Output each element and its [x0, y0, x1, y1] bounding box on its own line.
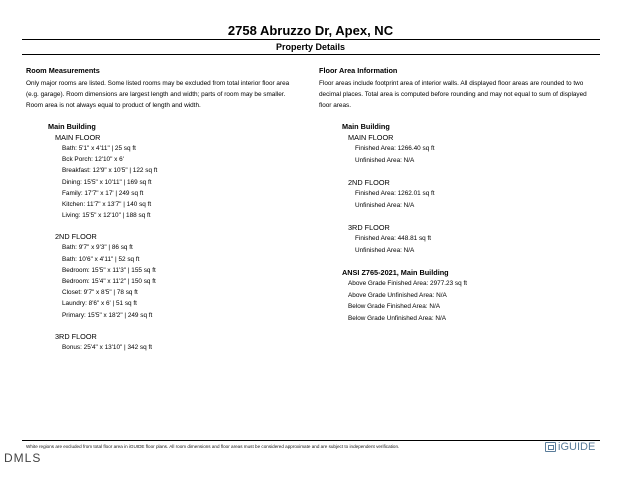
- room-item: Bath: 9'7" x 9'3" | 86 sq ft: [62, 244, 133, 252]
- unfinished-area: Unfinished Area: N/A: [355, 202, 415, 209]
- iguide-logo-icon: [545, 442, 556, 452]
- note-line: Only major rooms are listed. Some listed rooms may be excluded from total interior floor area: [26, 80, 290, 87]
- ansi-item: Above Grade Unfinished Area: N/A: [348, 291, 447, 299]
- subtitle-rule: [22, 54, 600, 55]
- ansi-item: Below Grade Finished Area: N/A: [348, 303, 440, 310]
- floor-heading-3rd: 3RD FLOOR: [55, 331, 97, 341]
- ansi-item: Above Grade Finished Area: 2977.23 sq ft: [348, 280, 468, 287]
- footer-disclaimer: White regions are excluded from total floor area in iGUIDE floor plans. All room dimensions and floor areas must be considered approximate and are subject to independent verification.: [26, 444, 400, 449]
- room-measurements-heading: Room Measurements: [26, 66, 100, 75]
- ansi-item: Below Grade Unfinished Area: N/A: [348, 314, 447, 322]
- room-item: Bath: 5'1" x 4'11" | 25 sq ft: [62, 145, 136, 152]
- room-item: Bck Porch: 12'10" x 6': [62, 156, 124, 164]
- finished-area: Finished Area: 448.81 sq ft: [355, 235, 432, 242]
- note-line: (e.g. garage). Room dimensions are largest length and width; parts of room may be smaller.: [26, 91, 286, 98]
- room-item: Bedroom: 15'4" x 11'2" | 150 sq ft: [62, 278, 156, 286]
- floor-heading-main: MAIN FLOOR: [55, 133, 101, 142]
- note-line: Room area is not always equal to product of length and width.: [26, 102, 201, 109]
- iguide-logo-text: iGUIDE: [558, 441, 596, 453]
- page-subtitle: Property Details: [275, 42, 346, 52]
- note-line: decimal places. Total area is computed before rounding and may not equal to sum of displayed: [319, 91, 587, 98]
- finished-area: Finished Area: 1266.40 sq ft: [355, 145, 435, 152]
- room-item: Dining: 15'5" x 10'11" | 169 sq ft: [62, 178, 152, 186]
- room-item: Living: 15'5" x 12'10" | 188 sq ft: [62, 212, 151, 220]
- room-measurements-note: [26, 78, 311, 111]
- building-heading: Main Building: [342, 122, 390, 131]
- room-item: Bedroom: 15'5" x 11'3" | 155 sq ft: [62, 266, 156, 274]
- floor-heading-2nd: 2ND FLOOR: [348, 178, 390, 187]
- note-line: Floor areas include footprint area of interior walls. All displayed floor areas are rounded to two: [319, 80, 584, 87]
- finished-area: Finished Area: 1262.01 sq ft: [355, 190, 435, 197]
- dmls-watermark: DMLS: [4, 451, 42, 465]
- iguide-logo: [545, 441, 595, 453]
- building-heading: Main Building: [48, 122, 96, 131]
- room-item: Bath: 10'6" x 4'11" | 52 sq ft: [62, 255, 140, 263]
- floor-area-note: [319, 78, 604, 111]
- page-title: 2758 Abruzzo Dr, Apex, NC: [227, 23, 394, 38]
- room-item: Breakfast: 12'9" x 10'5" | 122 sq ft: [62, 167, 158, 175]
- floor-area-section: [319, 66, 604, 324]
- floor-area-heading: Floor Area Information: [319, 66, 398, 75]
- footer-rule: [22, 440, 600, 441]
- room-item: Family: 17'7" x 17' | 249 sq ft: [62, 189, 144, 197]
- ansi-heading: ANSI Z765-2021, Main Building: [342, 268, 449, 277]
- room-item: Primary: 15'5" x 18'2" | 249 sq ft: [62, 311, 153, 319]
- floor-heading-main: MAIN FLOOR: [348, 133, 394, 142]
- title-rule: [22, 39, 600, 40]
- room-item: Bonus: 25'4" x 13'10" | 342 sq ft: [62, 343, 152, 351]
- room-item: Kitchen: 11'7" x 13'7" | 140 sq ft: [62, 201, 152, 209]
- floor-heading-3rd: 3RD FLOOR: [348, 223, 390, 232]
- unfinished-area: Unfinished Area: N/A: [355, 247, 415, 254]
- unfinished-area: Unfinished Area: N/A: [355, 157, 415, 164]
- floor-heading-2nd: 2ND FLOOR: [55, 232, 97, 242]
- room-measurements-section: [26, 66, 311, 353]
- note-line: floor areas.: [319, 102, 351, 109]
- room-item: Laundry: 8'6" x 6' | 51 sq ft: [62, 300, 137, 308]
- room-item: Closet: 9'7" x 8'5" | 78 sq ft: [62, 289, 138, 297]
